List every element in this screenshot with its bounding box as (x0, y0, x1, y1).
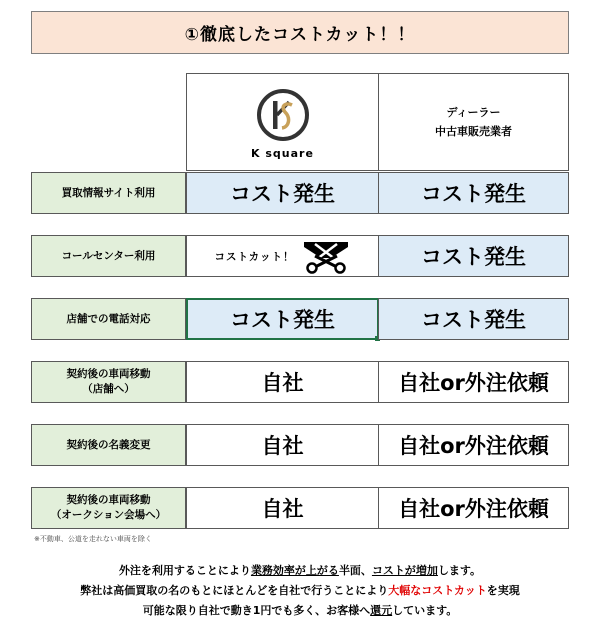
footer-text: 半面、 (338, 564, 372, 577)
footer-text: 可能な限り自社で動き1円でも多く、お客様へ (142, 604, 371, 617)
footer-highlight: 大幅なコストカット (388, 584, 487, 597)
row-label-text: コールセンター利用 (61, 249, 156, 262)
dealer-cell[interactable]: コスト発生 (378, 298, 569, 340)
row-label-text: 契約後の車両移動 (66, 368, 151, 380)
ks-cell-selected[interactable] (186, 298, 379, 340)
dealer-cell[interactable]: 自社or外注依頼 (378, 361, 569, 403)
row-label (31, 298, 186, 340)
row-label-subtext: （オークション会場へ） (50, 509, 167, 521)
row-label (31, 361, 186, 403)
dealer-cell[interactable]: 自社or外注依頼 (378, 487, 569, 529)
ks-cell[interactable] (186, 235, 379, 277)
scissors-cut-icon (301, 238, 351, 274)
footer-text: します。 (437, 564, 482, 577)
header-dealer (378, 73, 569, 171)
footer-text: を実現 (486, 584, 520, 597)
cost-cut-text: コストカット！ (214, 250, 295, 263)
dealer-label-line2: 中古車販売業者 (435, 125, 512, 138)
row-label (31, 487, 186, 529)
k-square-logo-icon (256, 88, 310, 142)
row-label (31, 424, 186, 466)
header-k-square (186, 73, 379, 171)
row-label (31, 172, 186, 214)
footer-line-3 (0, 602, 600, 620)
footer-line-1 (0, 562, 600, 580)
row-label-text: 店舗での電話対応 (66, 312, 151, 325)
ks-cell[interactable]: 自社 (186, 487, 379, 529)
row-label-text: 契約後の名義変更 (66, 438, 151, 451)
row-label-text: 買取情報サイト利用 (61, 186, 156, 199)
row-label-subtext: （店舗へ） (82, 383, 135, 395)
dealer-cell[interactable]: コスト発生 (378, 172, 569, 214)
k-square-name: K square (251, 147, 314, 160)
ks-cell[interactable]: コスト発生 (186, 172, 379, 214)
footer-line-2 (0, 582, 600, 600)
ks-cell[interactable]: 自社 (186, 361, 379, 403)
dealer-cell[interactable]: コスト発生 (378, 235, 569, 277)
footer-emphasis: 業務効率が上がる (250, 564, 339, 577)
footer-text: 弊社は高価買取の名のもとにほとんどを自社で行うことにより (80, 584, 389, 597)
ks-cell-text: コスト発生 (230, 308, 335, 332)
footer-emphasis: 還元 (370, 604, 393, 617)
dealer-label-line1: ディーラー (446, 106, 501, 119)
footer-text: 外注を利用することにより (118, 564, 251, 577)
row-label-text: 契約後の車両移動 (66, 494, 151, 506)
dealer-cell[interactable]: 自社or外注依頼 (378, 424, 569, 466)
page-title: ①徹底したコストカット！！ (31, 11, 569, 54)
row-label (31, 235, 186, 277)
footnote: ※不動車、公道を走れない車両を除く (34, 535, 152, 543)
ks-cell[interactable]: 自社 (186, 424, 379, 466)
footer-text: しています。 (392, 604, 458, 617)
footer-emphasis: コストが増加 (371, 564, 438, 577)
